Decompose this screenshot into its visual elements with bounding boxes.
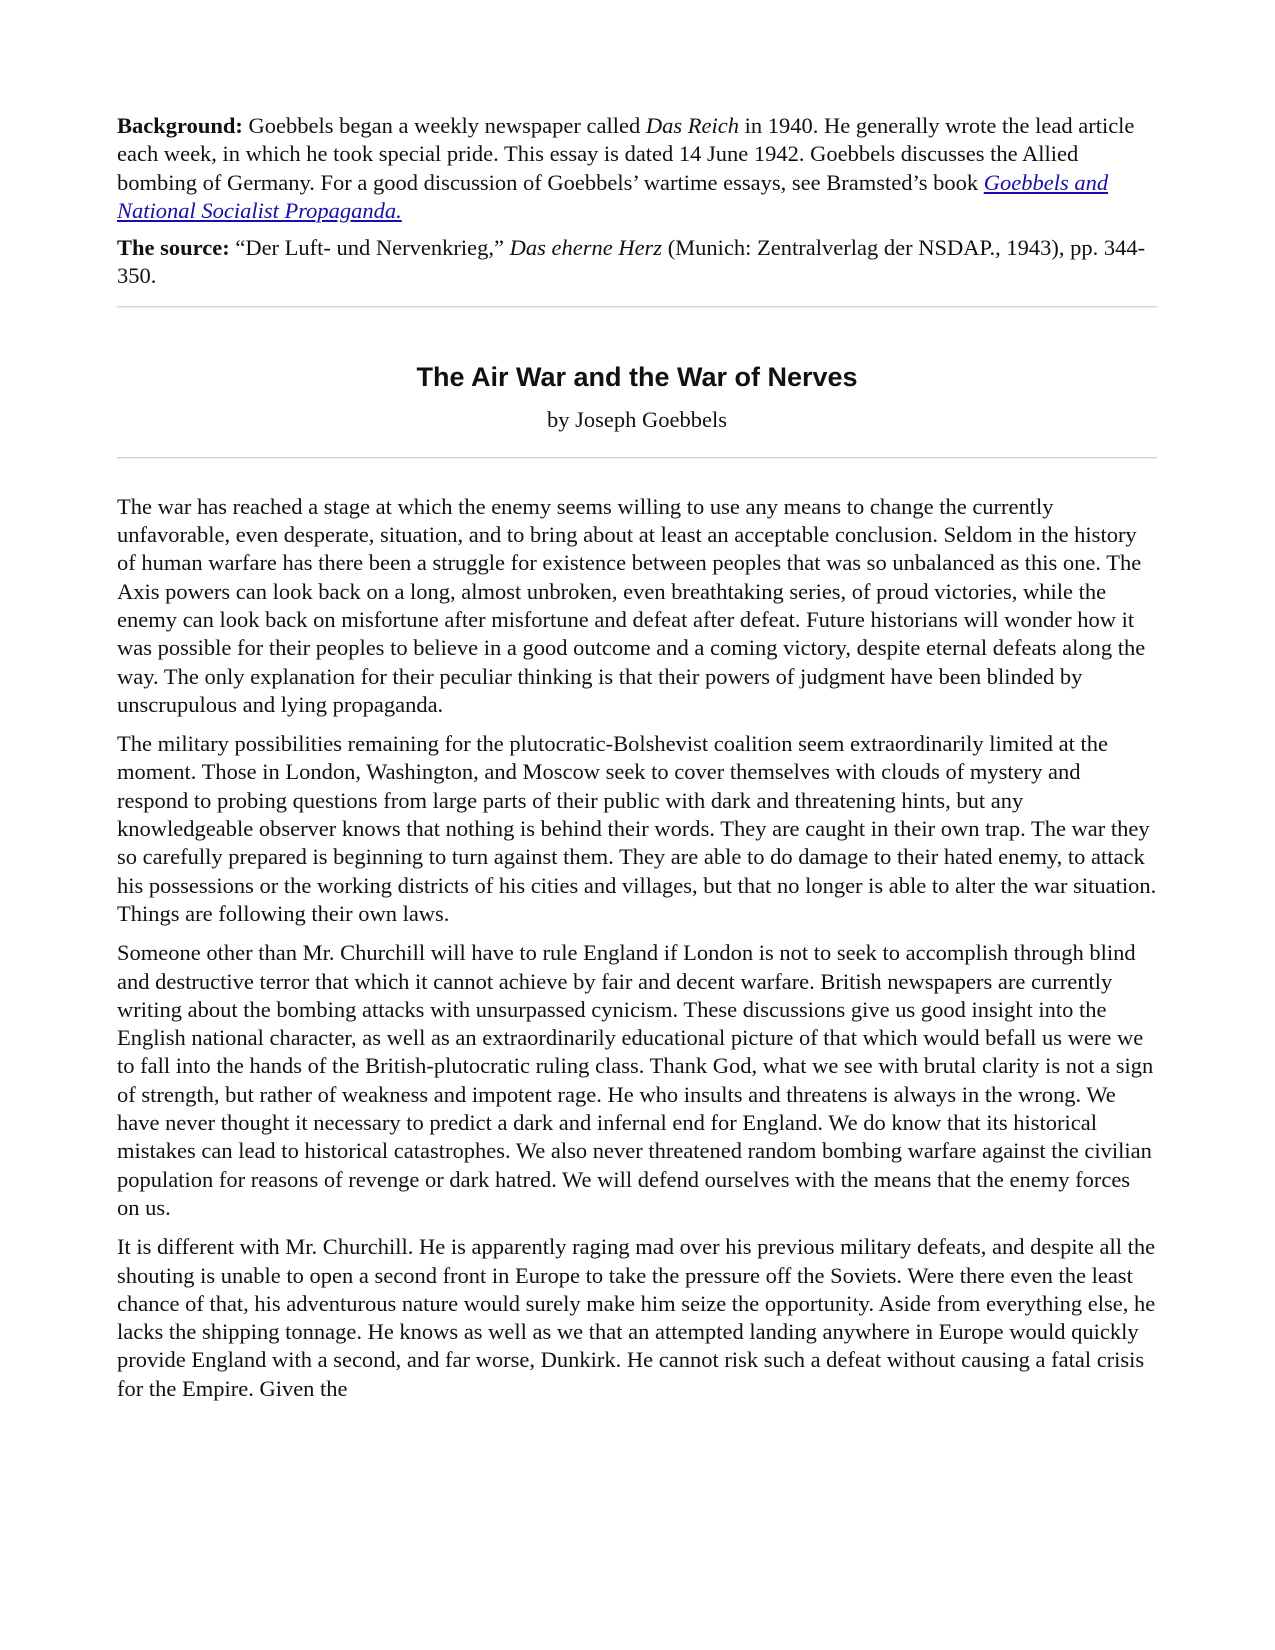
- article-title: The Air War and the War of Nerves: [416, 361, 858, 392]
- article-header: [117, 360, 1157, 434]
- article-paragraph-3: Someone other than Mr. Churchill will have to rule England if London is not to seek to accomplish through blind and destructive terror that which it cannot achieve by fair and decent warfare. British newspapers are currently writing about the bombing attacks with unsurpassed cynicism. These discussions give us good insight into the English national character, as well as an extraordinarily educational picture of that which would befall us were we to fall into the hands of the British-plutocratic ruling class. Thank God, what we see with brutal clarity is not a sign of strength, but rather of weakness and impotent rage. He who insults and threatens is always in the wrong. We have never thought it necessary to predict a dark and infernal end for England. We do know that its historical mistakes can lead to historical catastrophes. We also never threatened random bombing warfare against the civilian population for reasons of revenge or dark hatred. We will defend ourselves with the means that the enemy forces on us.: [117, 940, 1154, 1220]
- article-byline: by Joseph Goebbels: [547, 406, 727, 432]
- article-paragraph-1: The war has reached a stage at which the enemy seems willing to use any means to change the currently unfavorable, even desperate, situation, and to bring about at least an acceptable conclusion. Seldom in the history of human warfare has there been a struggle for existence between peoples that was so unbalanced as this one. The Axis powers can look back on a long, almost unbroken, even breathtaking series, of proud victories, while the enemy can look back on misfortune after misfortune and defeat after defeat. Future historians will wonder how it was possible for their peoples to believe in a good outcome and a coming victory, despite eternal defeats along the way. The only explanation for their peculiar thinking is that their powers of judgment have been blinded by unscrupulous and lying propaganda.: [117, 493, 1146, 717]
- bramsted-book-link[interactable]: Goebbels and National Socialist Propaganda.: [117, 169, 1109, 223]
- background-text-2: in 1940. He generally wrote the lead article each week, in which he took special pride. This essay is dated 14 June 1942. Goebbels discusses the Allied bombing of Germany. For a good discussion of Goebbels’ wartime essays, see Bramsted’s book: [117, 113, 1135, 195]
- source-book-title: Das eherne Herz: [509, 235, 663, 261]
- background-paragraph: [117, 112, 1157, 225]
- article-paragraph-2: The military possibilities remaining for the plutocratic-Bolshevist coalition seem extraordinarily limited at the moment. Those in London, Washington, and Moscow seek to cover themselves with clouds of mystery and respond to probing questions from large parts of their public with dark and threatening hints, but any knowledgeable observer knows that nothing is behind their words. They are caught in their own trap. The war they so carefully prepared is beginning to turn against them. They are able to do damage to their hated enemy, to attack his possessions or the working districts of his cities and villages, but that no longer is able to alter the war situation. Things are following their own laws.: [117, 731, 1157, 926]
- source-label: The source:: [117, 235, 230, 261]
- article-body: [117, 493, 1157, 1403]
- source-paragraph: [117, 234, 1157, 291]
- intro-section: [117, 112, 1157, 291]
- source-text-2: (Munich: Zentralverlag der NSDAP., 1943), pp. 344-350.: [117, 235, 1146, 289]
- newspaper-title: Das Reich: [645, 113, 739, 138]
- top-divider: [117, 306, 1157, 308]
- background-text-1: Goebbels began a weekly newspaper called: [242, 113, 646, 138]
- title-divider: [117, 457, 1157, 459]
- article-paragraph-4: It is different with Mr. Churchill. He is apparently raging mad over his previous military defeats, and despite all the shouting is unable to open a second front in Europe to take the pressure off the Soviets. Were there even the least chance of that, his adventurous nature would surely make him seize the opportunity. Aside from everything else, he lacks the shipping tonnage. He knows as well as we that an attempted landing anywhere in Europe would quickly provide England with a second, and far worse, Dunkirk. He cannot risk such a defeat without causing a fatal crisis for the Empire. Given the: [117, 1234, 1156, 1401]
- document-page: [117, 112, 1157, 1414]
- source-text-1: “Der Luft- und Nervenkrieg,”: [229, 235, 510, 261]
- background-label: Background:: [117, 113, 243, 138]
